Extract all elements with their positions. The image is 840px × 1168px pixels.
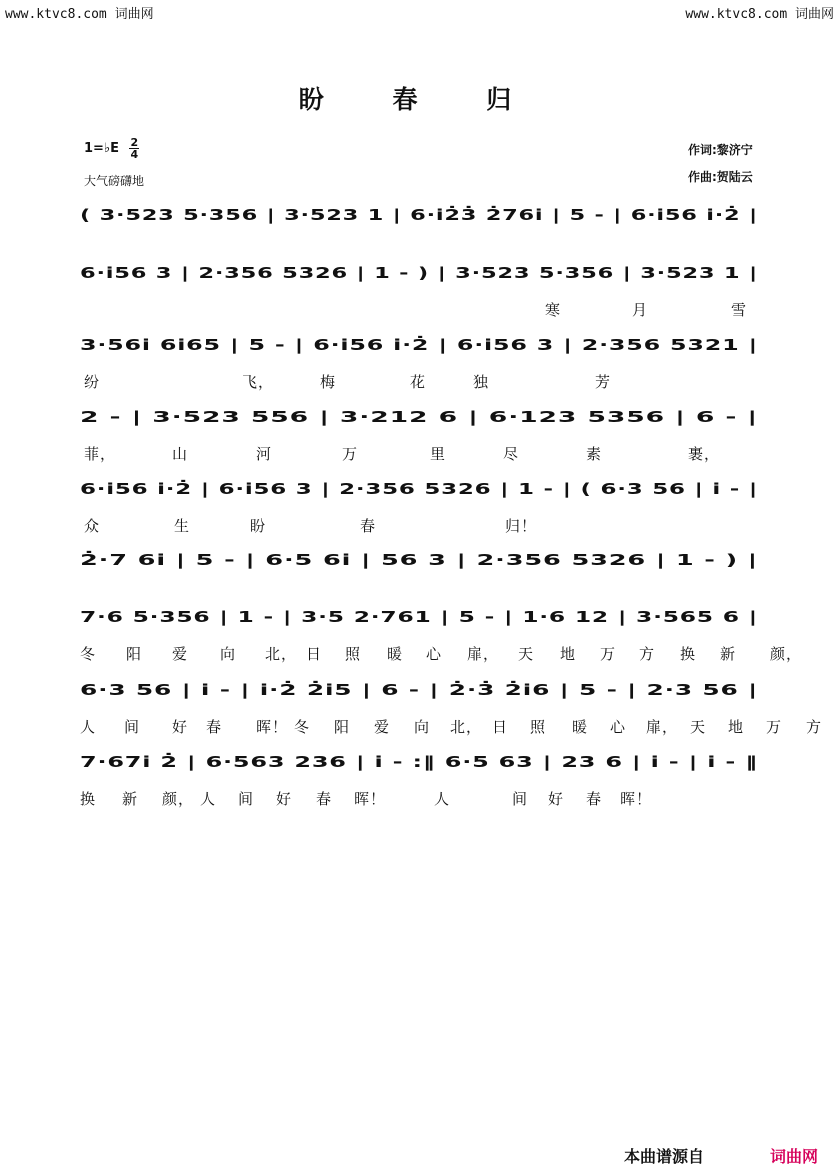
- lyric-syllable: 裹，: [688, 445, 721, 463]
- lyric-syllable: 天: [690, 718, 707, 736]
- time-numerator: 2: [130, 136, 139, 149]
- lyric-syllable: 晖！: [354, 790, 387, 808]
- lyric-syllable: 归！: [505, 517, 538, 535]
- lyric-syllable: 晖！: [620, 790, 653, 808]
- notes-text: 6·3 56 | i - | i·2̇ 2̇i5 | 6 - | 2̇·3̇ 2̇i6 | 5 - | 2·3 56 |: [80, 681, 758, 699]
- lyric-syllable: 换: [680, 645, 697, 663]
- lyric-syllable: 天: [518, 645, 535, 663]
- notes-text: 6·i56 3 | 2·356 5326 | 1 - ) | 3·523 5·356 | 3·523 1 |: [80, 264, 758, 282]
- lyric-syllable: 颜，: [162, 790, 195, 808]
- notes-text: 2 - | 3·523 556 | 3·212 6 | 6·123 5356 | 6 - |: [80, 408, 758, 426]
- lyric-syllable: 山: [172, 445, 189, 463]
- composer-credit: 作曲:贺陆云: [688, 170, 753, 184]
- lyric-syllable: 春: [360, 517, 377, 535]
- lyric-syllable: 爱: [374, 718, 391, 736]
- lyric-syllable: 好: [172, 718, 189, 736]
- lyric-syllable: 北，: [265, 645, 298, 663]
- lyric-syllable: 万: [766, 718, 783, 736]
- lyric-syllable: 爱: [172, 645, 189, 663]
- lyric-syllable: 日: [492, 718, 509, 736]
- key-label: 1=♭E: [84, 141, 119, 156]
- notes-line: [80, 205, 760, 239]
- lyric-syllable: 生: [174, 517, 191, 535]
- lyric-syllable: 雪: [731, 301, 748, 319]
- lyric-syllable: 春: [586, 790, 603, 808]
- lyric-syllable: 人: [434, 790, 451, 808]
- lyric-syllable: 月: [632, 301, 649, 319]
- lyric-syllable: 扉，: [467, 645, 500, 663]
- lyric-syllable: 好: [548, 790, 565, 808]
- lyric-syllable: 向: [414, 718, 431, 736]
- notes-text: 7·6 5·356 | 1 - | 3·5 2·761 | 5 - | 1·6 12 | 3·565 6 |: [80, 608, 758, 626]
- lyric-syllable: 暖: [387, 645, 404, 663]
- page-title: 盼 春 归: [298, 85, 542, 114]
- lyric-syllable: 扉，: [646, 718, 679, 736]
- lyric-syllable: 间: [512, 790, 529, 808]
- lyric-syllable: 众: [84, 517, 101, 535]
- lyric-syllable: 万: [342, 445, 359, 463]
- lyric-syllable: 方: [639, 645, 656, 663]
- lyric-syllable: 北，: [450, 718, 483, 736]
- lyric-syllable: 日: [306, 645, 323, 663]
- notes-line: [80, 550, 760, 584]
- lyric-syllable: 冬: [80, 645, 97, 663]
- lyric-syllable: 心: [610, 718, 627, 736]
- lyric-syllable: 素: [586, 445, 603, 463]
- footer-source: 本曲谱源自: [624, 1147, 705, 1166]
- lyric-syllable: 暖: [572, 718, 589, 736]
- lyric-syllable: 人: [80, 718, 97, 736]
- lyric-syllable: 菲，: [84, 445, 117, 463]
- lyric-syllable: 尽: [503, 445, 520, 463]
- notes-text: 2̇·7 6i | 5 - | 6·5 6i | 56 3 | 2·356 5326 | 1 - ) |: [80, 551, 758, 569]
- lyric-syllable: 间: [238, 790, 255, 808]
- notes-line: [80, 407, 760, 441]
- lyric-syllable: 向: [220, 645, 237, 663]
- lyric-syllable: 人: [200, 790, 217, 808]
- lyric-syllable: 花: [410, 373, 427, 391]
- lyric-syllable: 纷: [84, 373, 101, 391]
- lyric-syllable: 盼: [250, 517, 267, 535]
- lyric-syllable: 芳: [595, 373, 612, 391]
- footer-site: 词曲网: [770, 1147, 819, 1166]
- notes-text: 7·67i 2̇ | 6·563 236 | i - :‖ 6·5 63 | 23 6 | i - | i - ‖: [80, 753, 758, 771]
- expression-mark: 大气磅礴地: [84, 174, 145, 188]
- notes-text: 3·56i 6i65 | 5 - | 6·i56 i·2̇ | 6·i56 3 | 2·356 5321 |: [80, 336, 758, 354]
- lyric-syllable: 晖！: [256, 718, 289, 736]
- lyric-syllable: 间: [124, 718, 141, 736]
- lyric-syllable: 万: [600, 645, 617, 663]
- lyric-syllable: 照: [530, 718, 547, 736]
- lyric-syllable: 独: [473, 373, 490, 391]
- notes-line: [80, 479, 760, 513]
- key-signature: [84, 137, 139, 160]
- lyric-syllable: 阳: [126, 645, 143, 663]
- lyric-syllable: 新: [122, 790, 139, 808]
- lyric-syllable: 颜，: [770, 645, 803, 663]
- watermark-left: www.ktvc8.com 词曲网: [5, 7, 154, 22]
- time-signature: [129, 137, 139, 160]
- notes-text: ( 3·523 5·356 | 3·523 1 | 6·i2̇3̇ 2̇76i | 5 - | 6·i56 i·2̇ |: [80, 206, 758, 224]
- notes-line: [80, 263, 760, 297]
- lyric-syllable: 地: [728, 718, 745, 736]
- lyric-syllable: 寒: [545, 301, 562, 319]
- time-denominator: 4: [130, 148, 139, 161]
- lyric-syllable: 照: [345, 645, 362, 663]
- lyric-syllable: 春: [206, 718, 223, 736]
- lyric-syllable: 梅: [320, 373, 337, 391]
- watermark-right: www.ktvc8.com 词曲网: [685, 7, 834, 22]
- lyric-syllable: 飞，: [242, 373, 275, 391]
- lyric-syllable: 方: [806, 718, 823, 736]
- lyric-syllable: 河: [256, 445, 273, 463]
- lyric-syllable: 地: [560, 645, 577, 663]
- lyric-syllable: 心: [426, 645, 443, 663]
- notes-line: [80, 335, 760, 369]
- notes-line: [80, 752, 760, 786]
- lyric-syllable: 阳: [334, 718, 351, 736]
- lyricist-credit: 作词:黎济宁: [688, 143, 753, 157]
- lyric-syllable: 新: [720, 645, 737, 663]
- lyric-syllable: 好: [276, 790, 293, 808]
- notes-text: 6·i56 i·2̇ | 6·i56 3 | 2·356 5326 | 1 - | ( 6·3 56 | i - |: [80, 480, 758, 498]
- lyric-syllable: 里: [430, 445, 447, 463]
- lyric-syllable: 冬: [294, 718, 311, 736]
- lyric-syllable: 换: [80, 790, 97, 808]
- notes-line: [80, 607, 760, 641]
- lyric-syllable: 春: [316, 790, 333, 808]
- notes-line: [80, 680, 760, 714]
